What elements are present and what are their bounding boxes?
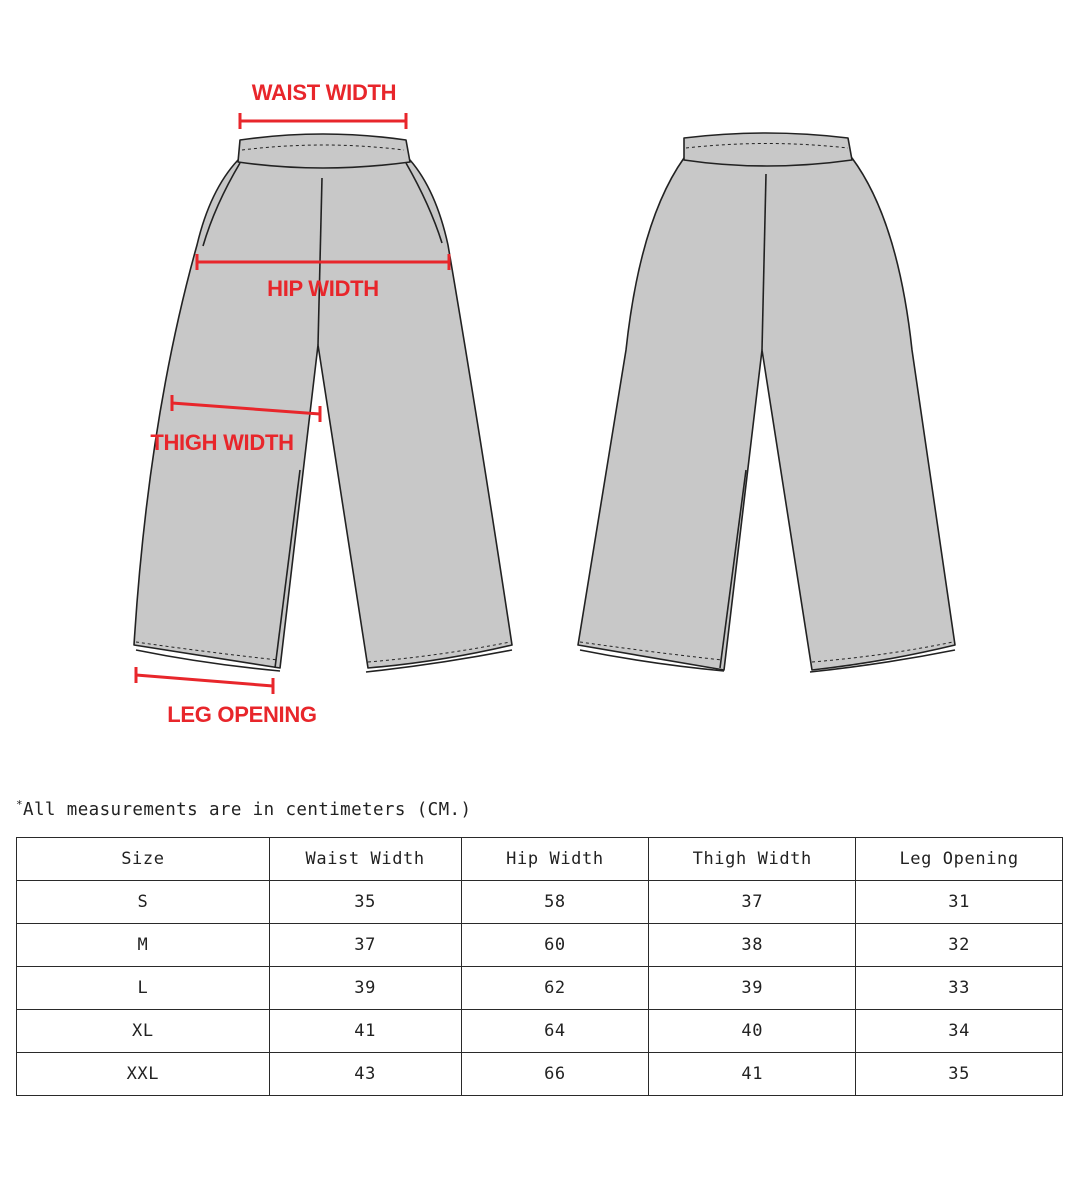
cell-leg-opening: 34 bbox=[856, 1010, 1063, 1053]
cell-size: XXL bbox=[17, 1053, 270, 1096]
leg-opening-measure-line bbox=[136, 667, 273, 694]
header-waist-width: Waist Width bbox=[269, 838, 461, 881]
cell-hip-width: 66 bbox=[461, 1053, 649, 1096]
cell-thigh-width: 40 bbox=[649, 1010, 856, 1053]
header-leg-opening: Leg Opening bbox=[856, 838, 1063, 881]
back-pants-illustration bbox=[578, 133, 955, 672]
size-chart-table bbox=[16, 837, 1063, 1096]
cell-hip-width: 62 bbox=[461, 967, 649, 1010]
header-hip-width: Hip Width bbox=[461, 838, 649, 881]
footnote-marker: * bbox=[16, 798, 24, 811]
cell-waist-width: 39 bbox=[269, 967, 461, 1010]
header-thigh-width: Thigh Width bbox=[649, 838, 856, 881]
table-header-row bbox=[17, 838, 1063, 881]
cell-thigh-width: 41 bbox=[649, 1053, 856, 1096]
cell-waist-width: 35 bbox=[269, 881, 461, 924]
waist-width-label: WAIST WIDTH bbox=[251, 80, 397, 105]
cell-size: XL bbox=[17, 1010, 270, 1053]
cell-waist-width: 41 bbox=[269, 1010, 461, 1053]
cell-size: S bbox=[17, 881, 270, 924]
header-size: Size bbox=[17, 838, 270, 881]
cell-hip-width: 58 bbox=[461, 881, 649, 924]
cell-leg-opening: 35 bbox=[856, 1053, 1063, 1096]
leg-opening-label: LEG OPENING bbox=[167, 702, 317, 727]
table-row bbox=[17, 967, 1063, 1010]
cell-waist-width: 43 bbox=[269, 1053, 461, 1096]
hip-width-label: HIP WIDTH bbox=[267, 276, 379, 301]
front-waistband bbox=[238, 134, 410, 168]
cell-thigh-width: 37 bbox=[649, 881, 856, 924]
table-row bbox=[17, 881, 1063, 924]
thigh-width-label: THIGH WIDTH bbox=[150, 430, 294, 455]
cell-thigh-width: 38 bbox=[649, 924, 856, 967]
cell-leg-opening: 31 bbox=[856, 881, 1063, 924]
cell-size: L bbox=[17, 967, 270, 1010]
measurement-unit-note bbox=[16, 798, 471, 820]
table-row bbox=[17, 1010, 1063, 1053]
cell-leg-opening: 32 bbox=[856, 924, 1063, 967]
cell-size: M bbox=[17, 924, 270, 967]
cell-waist-width: 37 bbox=[269, 924, 461, 967]
cell-leg-opening: 33 bbox=[856, 967, 1063, 1010]
waist-measure-line bbox=[240, 113, 406, 129]
note-text: All measurements are in centimeters (CM.) bbox=[23, 800, 472, 820]
back-pants-body bbox=[578, 158, 955, 670]
cell-hip-width: 60 bbox=[461, 924, 649, 967]
back-waistband bbox=[684, 133, 852, 166]
table-row bbox=[17, 1053, 1063, 1096]
front-pants-body bbox=[134, 160, 512, 668]
table-row bbox=[17, 924, 1063, 967]
cell-hip-width: 64 bbox=[461, 1010, 649, 1053]
cell-thigh-width: 39 bbox=[649, 967, 856, 1010]
